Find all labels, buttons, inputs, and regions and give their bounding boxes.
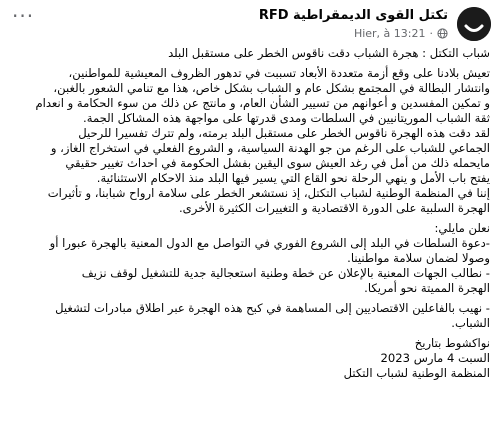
- text-line: الهجرة السلبية على الدورة الاقتصادية و التغييرات الكثيرة الأخرى.: [178, 201, 490, 215]
- text-line: إننا في المنظمة الوطنية لشباب التكتل، إذ نستشعر الخطر على سلامة ارواح شبابنا، و تأثيرات: [47, 186, 490, 200]
- post-paragraph: [8, 221, 490, 296]
- text-line: الهجرة المميتة نحو أمريكا.: [364, 281, 490, 295]
- globe-icon: [437, 28, 448, 39]
- text-line: و تمكين المفسدين و أعوانهم من تسيير الشأن العام، و مانتج عن ذلك من سوء الحكامة و انعدام: [35, 96, 490, 110]
- text-line: تعيش بلادنا على وقع أزمة متعددة الأبعاد تسببت في تدهور الظروف المعيشية للمواطنين،: [68, 66, 490, 80]
- text-line: وصولا لضمان سلامة مواطنينا.: [347, 251, 490, 265]
- text-line: وانتشار البطالة في المجتمع بشكل عام و الشباب بشكل خاص، هذا مع تنامي الشعور بالغبن،: [53, 81, 490, 95]
- signature-line: نواكشوط بتاريخ: [414, 336, 490, 350]
- text-line: يفتح باب الأمل و ينهي الرحلة نحو القاع التي يسير فيها البلد منذ الاحكام الاستثنائية.: [96, 171, 490, 185]
- post-header: [0, 0, 500, 46]
- signature-line: السبت 4 مارس 2023: [380, 351, 490, 365]
- text-line: -دعوة السلطات في البلد إلى الشروع الفوري في التواصل مع الدول المعنية بالهجرة عبورا أو: [49, 236, 490, 250]
- text-line: مايحمله ذلك من أمل في رغد العيش سوى اليقين بفشل الحكومة في احداث تغيير حقيقي: [65, 156, 490, 170]
- post-body: [0, 46, 500, 381]
- text-line: ثقة الشباب الموريتانيين في السلطات ومدى قدرتها على مواجهة هذه المشاكل الجمة.: [83, 111, 490, 125]
- post-signature: [8, 336, 490, 381]
- post-timestamp[interactable]: Hier, à 13:21: [353, 27, 426, 40]
- post-paragraph: [8, 301, 490, 331]
- text-line: نعلن مايلي:: [434, 221, 490, 235]
- post-title: شباب التكتل : هجرة الشباب دقت ناقوس الخطر على مستقبل البلد: [168, 46, 490, 60]
- text-line: - نهيب بالفاعلين الاقتصاديين إلى المساهمة في كبح هذه الهجرة عبر اطلاق مبادرات لتشغيل: [55, 301, 490, 315]
- text-line: لقد دقت هذه الهجرة ناقوس الخطر على مستقبل البلد برمته، ولم تترك تفسيرا للرحيل: [78, 126, 490, 140]
- signature-line: المنظمة الوطنية لشباب التكتل: [343, 366, 490, 380]
- post-paragraph: [8, 66, 490, 216]
- more-options-icon[interactable]: ···: [12, 4, 35, 28]
- text-line: الشباب.: [451, 316, 490, 330]
- post-meta: Hier, à 13:21 ·: [354, 27, 448, 40]
- smile-logo-icon: [457, 7, 491, 41]
- post-author[interactable]: تكتل القوى الديمقراطية RFD: [258, 8, 448, 23]
- text-line: الجماعي للشباب على الرغم من جو الهدنة السياسية، و الشروع الفعلي في استخراج الغاز، و: [50, 141, 490, 155]
- avatar[interactable]: [457, 7, 491, 41]
- text-line: - نطالب الجهات المعنية بالإعلان عن خطة وطنية استعجالية جدية للتشغيل لوقف نزيف: [81, 266, 490, 280]
